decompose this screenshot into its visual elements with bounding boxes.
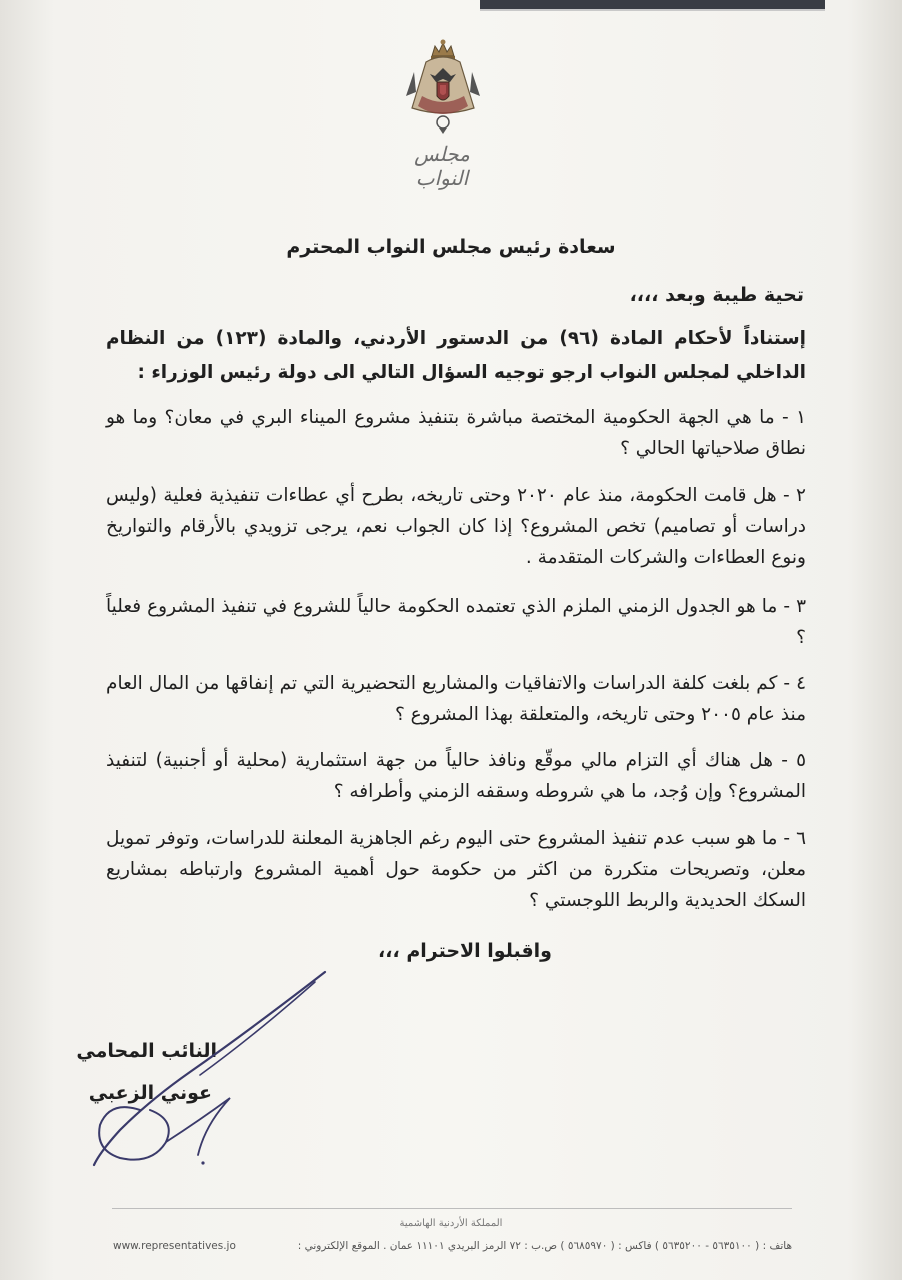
footer-website-link[interactable]: www.representatives.jo xyxy=(113,1240,236,1252)
question-item: ٦ - ما هو سبب عدم تنفيذ المشروع حتى اليوم رغم الجاهزية المعلنة للدراسات، وتوفر تمويل معلن، وتصريحات متكررة من اكثر من حكومة حول أهمية المشروع وارتباطه بمشاريع السكك الحديدية والربط اللوجستي ؟ xyxy=(106,828,806,911)
footer-divider xyxy=(112,1208,792,1209)
footer-contact-info: هاتف : ( ٥٦٣٥١٠٠ - ٥٦٣٥٢٠٠ ) فاكس : ( ٥٦٨٥٩٧٠ ) ص.ب : ٧٢ الرمز البريدي ١١١٠١ عمان . الموقع الإلكتروني : xyxy=(297,1240,792,1252)
question-item: ٤ - كم بلغت كلفة الدراسات والاتفاقيات والمشاريع التحضيرية التي تم إنفاقها من المال العام منذ عام ٢٠٠٥ وحتى تاريخه، والمتعلقة بهذا المشروع ؟ xyxy=(106,673,806,725)
handwritten-signature xyxy=(80,960,340,1180)
question-item: ٢ - هل قامت الحكومة، منذ عام ٢٠٢٠ وحتى تاريخه، بطرح أي عطاءات تنفيذية فعلية (وليس دراسات أو تصاميم) تخص المشروع؟ إذا كان الجواب نعم، يرجى تزويدي بالأرقام والتواريخ ونوع العطاءات والشركات المتقدمة . xyxy=(106,485,806,568)
signatory-title: النائب المحامي xyxy=(76,1040,217,1062)
jordan-coat-of-arms-icon xyxy=(404,38,482,134)
greeting-line: تحية طيبة وبعد ،،،، xyxy=(629,284,804,306)
intro-paragraph: إستناداً لأحكام المادة (٩٦) من الدستور الأردني، والمادة (١٢٣) من النظام الداخلي لمجلس النواب ارجو توجيه السؤال التالي الى دولة رئيس الوزراء : xyxy=(106,328,806,383)
footer-kingdom-mark: المملكة الأردنية الهاشمية xyxy=(399,1218,503,1229)
question-item: ٥ - هل هناك أي التزام مالي موقّع ونافذ حالياً من جهة استثمارية (محلية أو أجنبية) لتنفيذ المشروع؟ وإن وُجد، ما هي شروطه وسقفه الزمني وأطرافه ؟ xyxy=(106,750,806,802)
question-item: ١ - ما هي الجهة الحكومية المختصة مباشرة بتنفيذ مشروع الميناء البري في معان؟ وما هو نطاق صلاحياتها الحالي ؟ xyxy=(106,407,806,459)
closing-line: واقبلوا الاحترام ،،، xyxy=(378,940,552,962)
addressee-line: سعادة رئيس مجلس النواب المحترم xyxy=(286,236,616,258)
signatory-name: عوني الزعبي xyxy=(88,1082,212,1104)
question-item: ٣ - ما هو الجدول الزمني الملزم الذي تعتمده الحكومة حالياً للشروع في تنفيذ المشروع فعلياً ؟ xyxy=(106,596,806,648)
council-logo-text: مجلس النواب xyxy=(414,142,470,190)
scan-edge-shadow xyxy=(480,0,825,11)
